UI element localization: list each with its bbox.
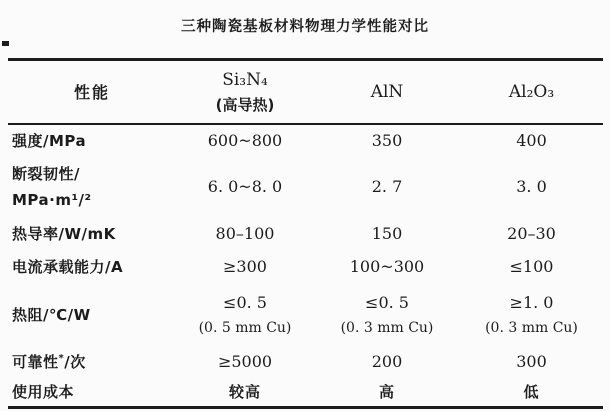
reliability-footnote-mark: * [58, 353, 65, 364]
row-cost-label: 使用成本 [12, 383, 75, 402]
cell-strength-al2o3: 400 [516, 130, 547, 150]
fracture-label-line2: MPa·m¹/² [12, 190, 92, 209]
row-thermal-conductivity-label: 热导率/W/mK [12, 225, 116, 243]
cell-strength-aln: 350 [371, 130, 403, 150]
cell-resistance-aln [314, 284, 460, 346]
row-reliability [8, 346, 603, 378]
cell-cost-si3n4: 较高 [228, 383, 261, 402]
cell-current-al2o3: ≤100 [509, 257, 554, 276]
row-strength-label: 强度/MPa [12, 131, 87, 150]
row-reliability-label [8, 346, 176, 378]
header-si3n4 [176, 60, 314, 124]
cell-current-si3n4: ≥300 [223, 257, 267, 276]
cell-resistance-si3n4 [176, 284, 314, 346]
header-row [8, 60, 603, 124]
margin-mark-icon [2, 41, 9, 46]
cell-current-aln: 100~300 [349, 257, 425, 276]
cell-conductivity-aln: 150 [371, 224, 403, 243]
header-si3n4-formula: Si₃N₄ [222, 69, 268, 90]
header-al2o3 [460, 60, 603, 124]
cell-resistance-al2o3 [460, 284, 603, 346]
cell-fracture-si3n4: 6. 0~8. 0 [207, 177, 283, 196]
header-si3n4-note: (高导热) [215, 95, 275, 114]
row-thermal-resistance [8, 284, 603, 346]
resistance-si3n4-value: ≤0. 5 [223, 292, 267, 312]
resistance-si3n4-note: (0. 5 mm Cu) [198, 319, 292, 336]
cell-fracture-aln: 2. 7 [371, 177, 403, 196]
row-thermal-resistance-label: 热阻/℃/W [12, 306, 91, 324]
header-aln [314, 60, 460, 124]
cell-reliability-aln: 200 [371, 352, 403, 371]
reliability-label-prefix: 可靠性 [12, 353, 59, 371]
row-thermal-conductivity [8, 218, 603, 250]
row-current-capacity [8, 250, 603, 284]
fracture-label-line1: 断裂韧性/ [12, 164, 80, 183]
reliability-label-suffix: /次 [64, 353, 86, 371]
resistance-al2o3-value: ≥1. 0 [509, 292, 554, 312]
row-cost [8, 378, 603, 408]
row-current-capacity-label: 电流承载能力/A [12, 258, 124, 276]
table-title: 三种陶瓷基板材料物理力学性能对比 [181, 19, 429, 35]
cell-cost-aln: 高 [378, 383, 395, 402]
row-strength [8, 124, 603, 156]
row-fracture-toughness-label [8, 156, 176, 218]
ceramic-substrate-comparison-table [8, 58, 603, 409]
cell-strength-si3n4: 600~800 [207, 130, 283, 150]
resistance-al2o3-note: (0. 3 mm Cu) [485, 319, 578, 336]
cell-fracture-al2o3: 3. 0 [516, 177, 547, 196]
cell-cost-al2o3: 低 [523, 383, 540, 402]
header-aln-formula: AlN [370, 81, 404, 102]
header-property: 性能 [73, 83, 110, 103]
cell-conductivity-si3n4: 80–100 [215, 224, 275, 243]
row-fracture-toughness [8, 156, 603, 218]
header-al2o3-formula: Al₂O₃ [508, 81, 555, 102]
resistance-aln-note: (0. 3 mm Cu) [340, 319, 434, 336]
resistance-aln-value: ≤0. 5 [365, 292, 409, 312]
cell-reliability-al2o3: 300 [516, 352, 547, 371]
cell-conductivity-al2o3: 20–30 [507, 224, 556, 243]
cell-reliability-si3n4: ≥5000 [217, 352, 273, 371]
